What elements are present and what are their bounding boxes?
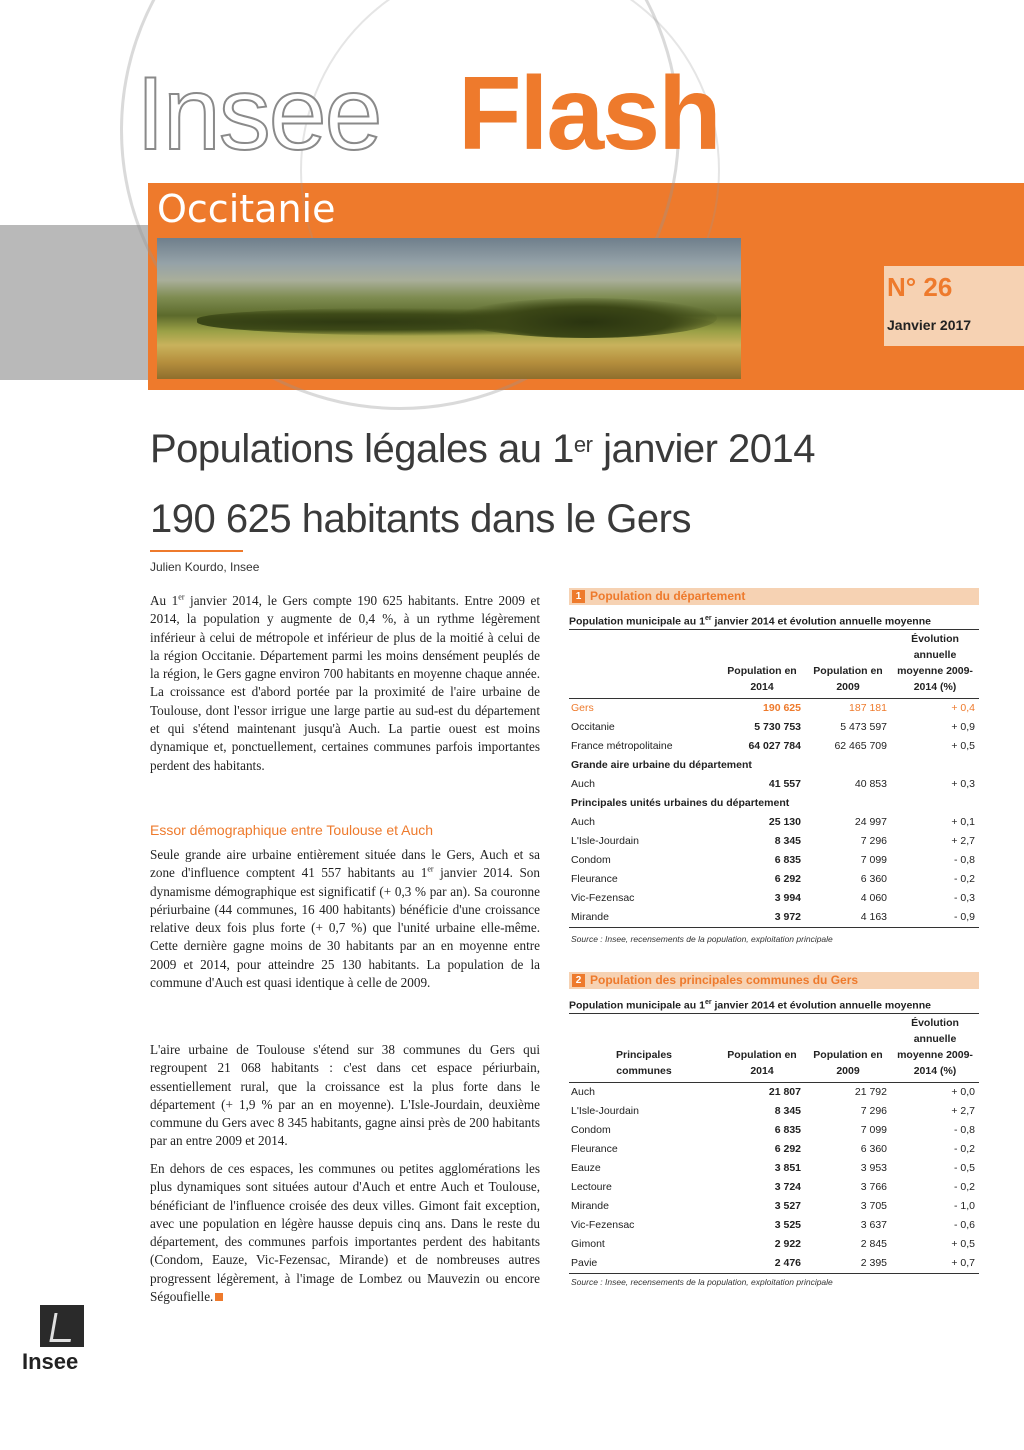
table-cell-name: L'Isle-Jourdain (571, 1105, 639, 1117)
table-row (569, 851, 979, 870)
table-cell-name: Gimont (571, 1238, 605, 1250)
page-title-line2: 190 625 habitants dans le Gers (150, 497, 691, 541)
p2-text-a: Seule grande aire urbaine entièrement située dans le Gers, Auch et sa zone d'influence comptent 41 557 habitants au 1 (150, 847, 540, 881)
table-cell-name: Mirande (571, 1200, 609, 1212)
table-cell-name: Auch (571, 816, 595, 828)
page-title-line1 (150, 425, 815, 473)
table-cell-p2014: 190 625 (763, 702, 801, 714)
issue-date: Janvier 2017 (887, 317, 972, 333)
table-row (569, 737, 979, 756)
table-row (569, 870, 979, 889)
table-cell-p2014: 2 922 (774, 1238, 801, 1250)
table-group-label: Principales unités urbaines du département (571, 797, 790, 809)
insee-logo-icon (40, 1305, 84, 1347)
table2-body (569, 1083, 979, 1274)
table-cell-p2014: 41 557 (768, 778, 801, 790)
table1-subtitle (569, 615, 979, 630)
table-cell-p2014: 3 972 (719, 908, 805, 928)
table2-source: Source : Insee, recensements de la population, exploitation principale (571, 1277, 833, 1287)
table-cell-name: Pavie (569, 1254, 719, 1274)
title-line1-sup: er (573, 432, 593, 457)
table-row (569, 1083, 979, 1103)
table-cell-p2009: 2 395 (805, 1254, 891, 1274)
table-cell-p2009: 2 845 (860, 1238, 887, 1250)
table1-source: Source : Insee, recensements de la population, exploitation principale (571, 934, 833, 944)
table-cell-p2014: 3 527 (774, 1200, 801, 1212)
table-cell-name: Fleurance (571, 1143, 618, 1155)
table1-col1-header (569, 631, 719, 699)
table-cell-name: Eauze (571, 1162, 601, 1174)
table1-header-row (569, 631, 979, 699)
table-row (569, 813, 979, 832)
table-cell-name: Vic-Fezensac (571, 892, 635, 904)
body-paragraph-3 (150, 1041, 540, 1151)
table1 (569, 631, 979, 928)
brand-insee: Insee (136, 56, 381, 172)
table1-col4-header: Évolution annuelle moyenne 2009-2014 (%) (897, 633, 973, 693)
table-cell-p2014: 8 345 (774, 835, 801, 847)
table-row (569, 1140, 979, 1159)
table-cell-evol: - 0,8 (953, 854, 975, 866)
p3-text: L'aire urbaine de Toulouse s'étend sur 38 communes du Gers qui regroupent 21 068 habitants : c'est dans cet espace périurbain, essentiellement rural, que la croissance est la plus forte dans le département (+ 1,9 % par an en moyenne). L'Isle-Jourdain, deuxième commune du Gers avec 8 345 habitants, gagne ainsi près de 200 habitants par an entre 2009 et 2014. (150, 1042, 540, 1149)
table-cell-p2014: 3 851 (774, 1162, 801, 1174)
table-cell-p2009: 62 465 709 (834, 740, 887, 752)
photo-tree-clump (457, 298, 717, 338)
table-cell-p2014: 3 724 (774, 1181, 801, 1193)
table2-header-row (569, 1015, 979, 1083)
table-cell-evol: - 0,3 (953, 892, 975, 904)
title-line1-post: janvier 2014 (592, 427, 815, 471)
table-cell-p2014: 3 525 (774, 1219, 801, 1231)
table2-subtitle (569, 999, 979, 1014)
table2-subtitle-sup: er (704, 999, 712, 1006)
table-cell-p2009: 5 473 597 (840, 721, 887, 733)
table-cell-evol: - 0,9 (891, 908, 979, 928)
p1-text-b: janvier 2014, le Gers compte 190 625 habitants. Entre 2009 et 2014, la population y augmente de 0,4 %, à un rythme légèrement inférieur à celui de métropole et inférieur de plus de la moitié à celui de la région Occitanie. Département parmi les moins densément peuplés de la région, le Gers gagne environ 700 habitants en moyenne chaque année. La croissance est d'abord portée par la proximité de l'aire urbaine de Toulouse, dont l'essor irrigue une large partie au sud-est du département et qui s'étend maintenant jusqu'à Auch. La partie ouest est moins dynamique et, ponctuellement, certaines communes parfois importantes perdent des habitants. (150, 593, 540, 773)
table-row (569, 699, 979, 719)
table1-subtitle-post: janvier 2014 et évolution annuelle moyenne (711, 615, 931, 628)
table-cell-evol: - 1,0 (953, 1200, 975, 1212)
table-cell-name: Mirande (569, 908, 719, 928)
table-cell-evol: + 0,5 (951, 1238, 975, 1250)
table-row (569, 718, 979, 737)
table-cell-p2009: 4 163 (805, 908, 891, 928)
table1-number: 1 (572, 590, 585, 603)
landscape-photo (157, 238, 741, 379)
table-cell-p2009: 7 099 (860, 854, 887, 866)
table-cell-evol: - 0,2 (953, 1143, 975, 1155)
table1-heading (569, 588, 979, 605)
table-cell-p2009: 7 099 (860, 1124, 887, 1136)
table-cell-evol: - 0,8 (953, 1124, 975, 1136)
table-cell-name: France métropolitaine (571, 740, 673, 752)
table2-col2-header: Population en 2014 (727, 1049, 797, 1077)
table-cell-name: Fleurance (571, 873, 618, 885)
table-cell-evol: - 0,6 (953, 1219, 975, 1231)
p4-text: En dehors de ces espaces, les communes ou petites agglomérations les plus dynamiques sont situées autour d'Auch et entre Auch et Toulouse, bénéficiant de l'influence croisée des deux villes. Gimont fait exception, avec une population en légère hausse depuis cinq ans. Dans le reste du département, des communes parfois importantes perdent des habitants (Condom, Eauze, Vic-Fezensac, Mirande) et de nombreuses autres progressent légèrement, à l'image de Lombez ou Mauvezin ou encore Ségoufielle. (150, 1161, 540, 1305)
table-cell-p2014: 64 027 784 (748, 740, 801, 752)
table-cell-p2009: 4 060 (860, 892, 887, 904)
table-cell-evol: + 2,7 (951, 835, 975, 847)
table-cell-evol: + 0,0 (951, 1086, 975, 1098)
table-cell-p2009: 3 766 (860, 1181, 887, 1193)
table-row (569, 1197, 979, 1216)
table2-subtitle-post: janvier 2014 et évolution annuelle moyenne (711, 999, 931, 1012)
table-cell-p2014: 3 994 (774, 892, 801, 904)
table-cell-evol: + 0,9 (951, 721, 975, 733)
table2-heading (569, 972, 979, 989)
table2-col3-header: Population en 2009 (813, 1049, 883, 1077)
table-cell-p2009: 3 705 (860, 1200, 887, 1212)
brand-region: Occitanie (157, 187, 336, 231)
table-row (569, 1254, 979, 1274)
table-cell-evol: + 2,7 (951, 1105, 975, 1117)
title-line1-pre: Populations légales au 1 (150, 427, 574, 471)
body-paragraph-1 (150, 592, 540, 775)
table-row (569, 1159, 979, 1178)
issue-number: N° 26 (887, 272, 953, 302)
insee-logo (22, 1305, 86, 1375)
body-paragraph-4 (150, 1160, 540, 1306)
table-group-row (569, 756, 979, 775)
table2-number: 2 (572, 974, 585, 987)
table-row (569, 908, 979, 928)
table-cell-p2014: 21 807 (768, 1086, 801, 1098)
title-rule (150, 550, 243, 552)
body-paragraph-2 (150, 846, 540, 992)
table2-title: Population des principales communes du Gers (590, 973, 859, 987)
table-cell-evol: + 0,7 (891, 1254, 979, 1274)
end-mark (215, 1293, 223, 1301)
p2-sup: er (427, 864, 434, 874)
table1-title: Population du département (590, 589, 746, 603)
table1-col2-header: Population en 2014 (727, 665, 797, 693)
table-row (569, 1102, 979, 1121)
table-row (569, 1235, 979, 1254)
p1-text-a: Au 1 (150, 593, 179, 608)
table-cell-p2009: 6 360 (860, 873, 887, 885)
table-cell-name: Auch (571, 1086, 595, 1098)
table-cell-p2014: 2 476 (719, 1254, 805, 1274)
table-group-row (569, 794, 979, 813)
table-cell-evol: - 0,2 (953, 873, 975, 885)
brand-flash: Flash (458, 56, 720, 172)
table2 (569, 1015, 979, 1274)
table-row (569, 1121, 979, 1140)
table-cell-name: L'Isle-Jourdain (571, 835, 639, 847)
author: Julien Kourdo, Insee (150, 560, 260, 574)
table-cell-evol: + 0,4 (951, 702, 975, 714)
table-cell-p2009: 40 853 (854, 778, 887, 790)
table2-col4-header: Évolution annuelle moyenne 2009-2014 (%) (897, 1017, 973, 1077)
table-group-label: Grande aire urbaine du département (571, 759, 752, 771)
table1-subtitle-sup: er (704, 615, 712, 622)
table-row (569, 775, 979, 794)
table-cell-p2014: 6 835 (774, 854, 801, 866)
table-cell-evol: - 0,5 (953, 1162, 975, 1174)
table-cell-p2009: 3 953 (860, 1162, 887, 1174)
table-cell-name: Vic-Fezensac (571, 1219, 635, 1231)
table-cell-p2009: 7 296 (860, 1105, 887, 1117)
table1-body (569, 699, 979, 928)
table-cell-p2009: 7 296 (860, 835, 887, 847)
table-cell-p2009: 24 997 (854, 816, 887, 828)
table-cell-p2014: 6 835 (774, 1124, 801, 1136)
table-cell-p2009: 3 637 (860, 1219, 887, 1231)
table-row (569, 889, 979, 908)
table-cell-name: Occitanie (571, 721, 615, 733)
table1-subtitle-pre: Population municipale au 1 (569, 615, 705, 628)
section-subheading: Essor démographique entre Toulouse et Auch (150, 822, 434, 838)
p2-text-b: janvier 2014. Son dynamisme démographique est significatif (+ 0,3 % par an). Sa couronne périurbaine (44 communes, 16 400 habitants) bénéficie d'une croissance relative deux fois plus forte (+ 0,7 %) que l'unité urbaine elle-même. Cette dernière gagne moins de 30 habitants par an en moyenne entre 2009 et 2014, pour atteindre 25 130 habitants. La population de la commune d'Auch est quasi identique à celle de 2009. (150, 865, 540, 991)
table-cell-p2014: 6 292 (774, 1143, 801, 1155)
table-row (569, 1216, 979, 1235)
table-cell-p2014: 25 130 (768, 816, 801, 828)
table-cell-name: Lectoure (571, 1181, 612, 1193)
table-cell-evol: + 0,5 (951, 740, 975, 752)
table-cell-p2014: 6 292 (774, 873, 801, 885)
table-cell-evol: + 0,3 (951, 778, 975, 790)
table-row (569, 832, 979, 851)
table-cell-p2014: 5 730 753 (754, 721, 801, 733)
table-row (569, 1178, 979, 1197)
table1-col3-header: Population en 2009 (813, 665, 883, 693)
table-cell-name: Auch (571, 778, 595, 790)
p1-sup: er (178, 592, 185, 602)
table-cell-evol: - 0,2 (953, 1181, 975, 1193)
table-cell-p2009: 187 181 (849, 702, 887, 714)
table-cell-name: Condom (571, 854, 611, 866)
table-cell-p2014: 8 345 (774, 1105, 801, 1117)
table-cell-p2009: 6 360 (860, 1143, 887, 1155)
table2-col1-header: Principales communes (615, 1049, 673, 1077)
table-cell-evol: + 0,1 (951, 816, 975, 828)
table-cell-name: Gers (571, 702, 594, 714)
table-cell-p2009: 21 792 (854, 1086, 887, 1098)
insee-logo-text: Insee (22, 1349, 79, 1374)
table2-subtitle-pre: Population municipale au 1 (569, 999, 705, 1012)
table-cell-name: Condom (571, 1124, 611, 1136)
